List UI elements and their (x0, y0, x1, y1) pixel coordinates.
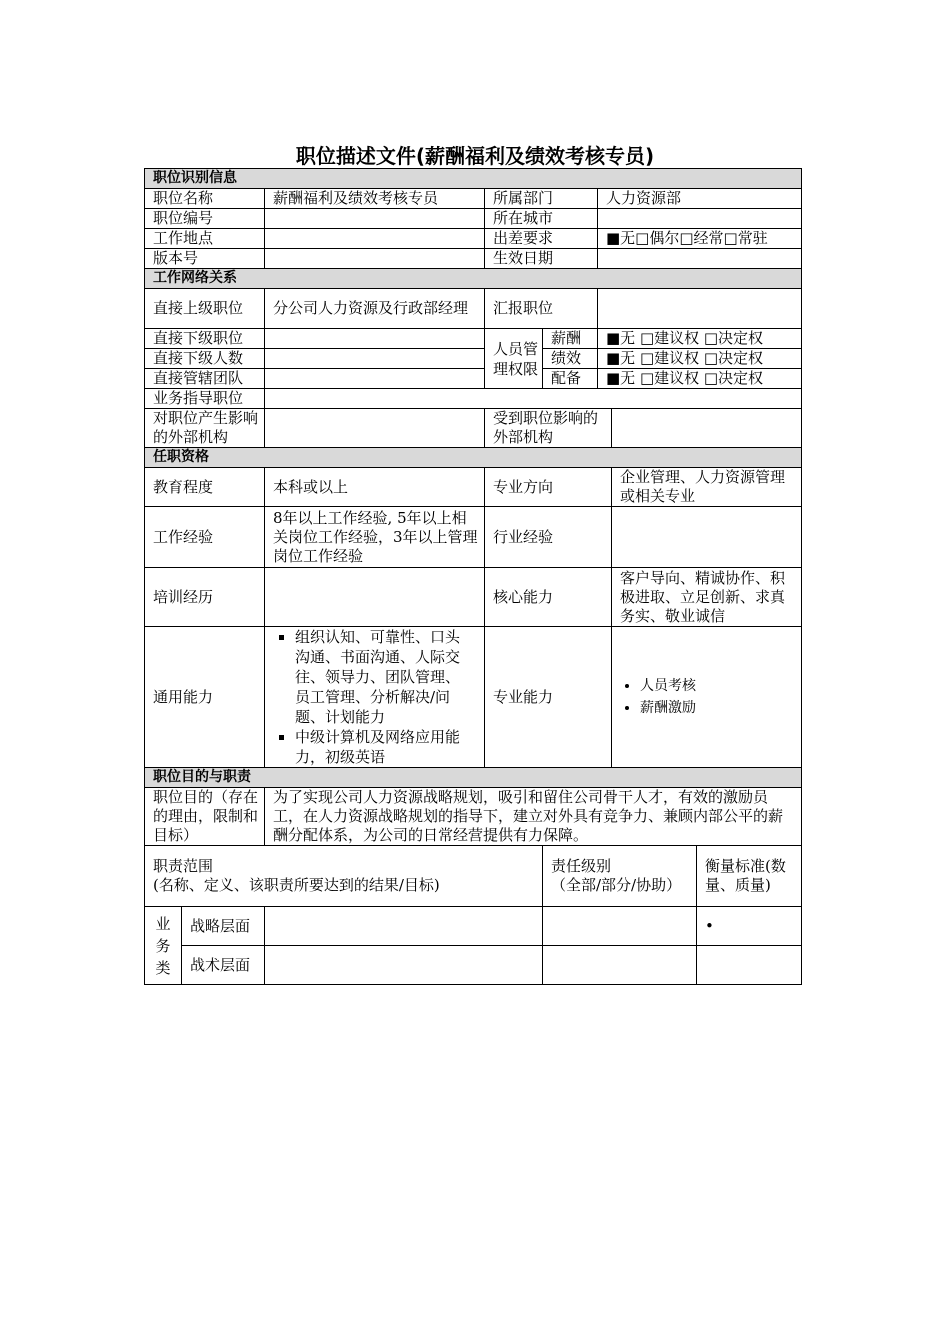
tactical-measure (697, 946, 802, 985)
tactical-scope (265, 946, 543, 985)
influenced-value (612, 409, 802, 448)
team-value (265, 369, 485, 389)
purpose-value: 为了实现公司人力资源战略规划，吸引和留住公司骨干人才，有效的激励员工，在人力资源战略规划的指导下，建立对外具有竞争力、兼顾内部公平的薪酬分配体系，为公司的日常经营提供有力保障。 (265, 788, 802, 846)
position-no-label: 职位编号 (145, 209, 265, 229)
authority-item: 绩效 (543, 349, 598, 369)
experience-label: 工作经验 (145, 507, 265, 568)
location-label: 工作地点 (145, 229, 265, 249)
strategic-measure: • (697, 907, 802, 946)
training-value (265, 568, 485, 627)
category-label (145, 907, 182, 985)
subordinate-count-value (265, 349, 485, 369)
authority-value: ■无 □建议权 □决定权 (598, 329, 802, 349)
dept-value: 人力资源部 (598, 189, 802, 209)
section-qualification: 任职资格 (145, 448, 802, 468)
industry-value (612, 507, 802, 568)
subordinate-label: 直接下级职位 (145, 329, 265, 349)
scope-header (145, 846, 543, 907)
industry-label: 行业经验 (485, 507, 612, 568)
core-value: 客户导向、精诚协作、积极进取、立足创新、求真务实、敬业诚信 (612, 568, 802, 627)
guide-label: 业务指导职位 (145, 389, 265, 409)
section-identity: 职位识别信息 (145, 169, 802, 189)
authority-value: ■无 □建议权 □决定权 (598, 349, 802, 369)
strategic-label: 战略层面 (182, 907, 265, 946)
travel-value: ■无□偶尔□经常□常驻 (598, 229, 802, 249)
major-label: 专业方向 (485, 468, 612, 507)
subordinate-count-label: 直接下级人数 (145, 349, 265, 369)
measure-header: 衡量标准(数量、质量) (697, 846, 802, 907)
guide-value (265, 389, 802, 409)
general-label: 通用能力 (145, 627, 265, 768)
version-label: 版本号 (145, 249, 265, 269)
tactical-level (543, 946, 697, 985)
authority-item: 配备 (543, 369, 598, 389)
training-label: 培训经历 (145, 568, 265, 627)
education-value: 本科或以上 (265, 468, 485, 507)
hr-authority-label (485, 329, 543, 389)
education-label: 教育程度 (145, 468, 265, 507)
report-label: 汇报职位 (485, 289, 598, 329)
external-influence-value (265, 409, 485, 448)
travel-label: 出差要求 (485, 229, 598, 249)
list-item: • 薪酬激励 (640, 697, 797, 719)
subordinate-value (265, 329, 485, 349)
report-value (598, 289, 802, 329)
section-purpose: 职位目的与职责 (145, 768, 802, 788)
position-name-label: 职位名称 (145, 189, 265, 209)
professional-value (612, 627, 802, 768)
category-text: 业务类 (155, 914, 171, 977)
purpose-label: 职位目的（存在的理由，限制和目标） (145, 788, 265, 846)
position-name-value: 薪酬福利及绩效考核专员 (265, 189, 485, 209)
hr-authority-text: 人员管理权限 (493, 339, 539, 378)
list-item: • 人员考核 (640, 675, 797, 697)
core-label: 核心能力 (485, 568, 612, 627)
dept-label: 所属部门 (485, 189, 598, 209)
level-subtitle: （全部/部分/协助） (551, 876, 682, 894)
position-no-value (265, 209, 485, 229)
general-list (273, 627, 470, 767)
section-network: 工作网络关系 (145, 269, 802, 289)
effective-date-value (598, 249, 802, 269)
strategic-scope (265, 907, 543, 946)
professional-label: 专业能力 (485, 627, 612, 768)
superior-label: 直接上级职位 (145, 289, 265, 329)
location-value (265, 229, 485, 249)
major-value: 企业管理、人力资源管理或相关专业 (612, 468, 802, 507)
team-label: 直接管辖团队 (145, 369, 265, 389)
external-influence-label: 对职位产生影响的外部机构 (145, 409, 265, 448)
scope-subtitle: (名称、定义、该职责所要达到的结果/目标) (153, 876, 440, 894)
influenced-label: 受到职位影响的外部机构 (485, 409, 612, 448)
effective-date-label: 生效日期 (485, 249, 598, 269)
general-value (265, 627, 485, 768)
list-item: ▪ 中级计算机及网络应用能力，初级英语 (295, 727, 470, 767)
professional-list (620, 675, 797, 719)
city-label: 所在城市 (485, 209, 598, 229)
page-title: 职位描述文件(薪酬福利及绩效考核专员) (295, 144, 655, 168)
level-title: 责任级别 (551, 857, 612, 875)
list-item: ▪ 组织认知、可靠性、口头沟通、书面沟通、人际交往、领导力、团队管理、员工管理、分析解决/问题、计划能力 (295, 627, 470, 727)
experience-value: 8年以上工作经验, 5年以上相关岗位工作经验，3年以上管理岗位工作经验 (265, 507, 485, 568)
tactical-label: 战术层面 (182, 946, 265, 985)
version-value (265, 249, 485, 269)
level-header (543, 846, 697, 907)
authority-value: ■无 □建议权 □决定权 (598, 369, 802, 389)
scope-title: 职责范围 (153, 857, 214, 875)
city-value (598, 209, 802, 229)
superior-value: 分公司人力资源及行政部经理 (265, 289, 485, 329)
strategic-level (543, 907, 697, 946)
authority-item: 薪酬 (543, 329, 598, 349)
job-description-table (144, 168, 802, 985)
